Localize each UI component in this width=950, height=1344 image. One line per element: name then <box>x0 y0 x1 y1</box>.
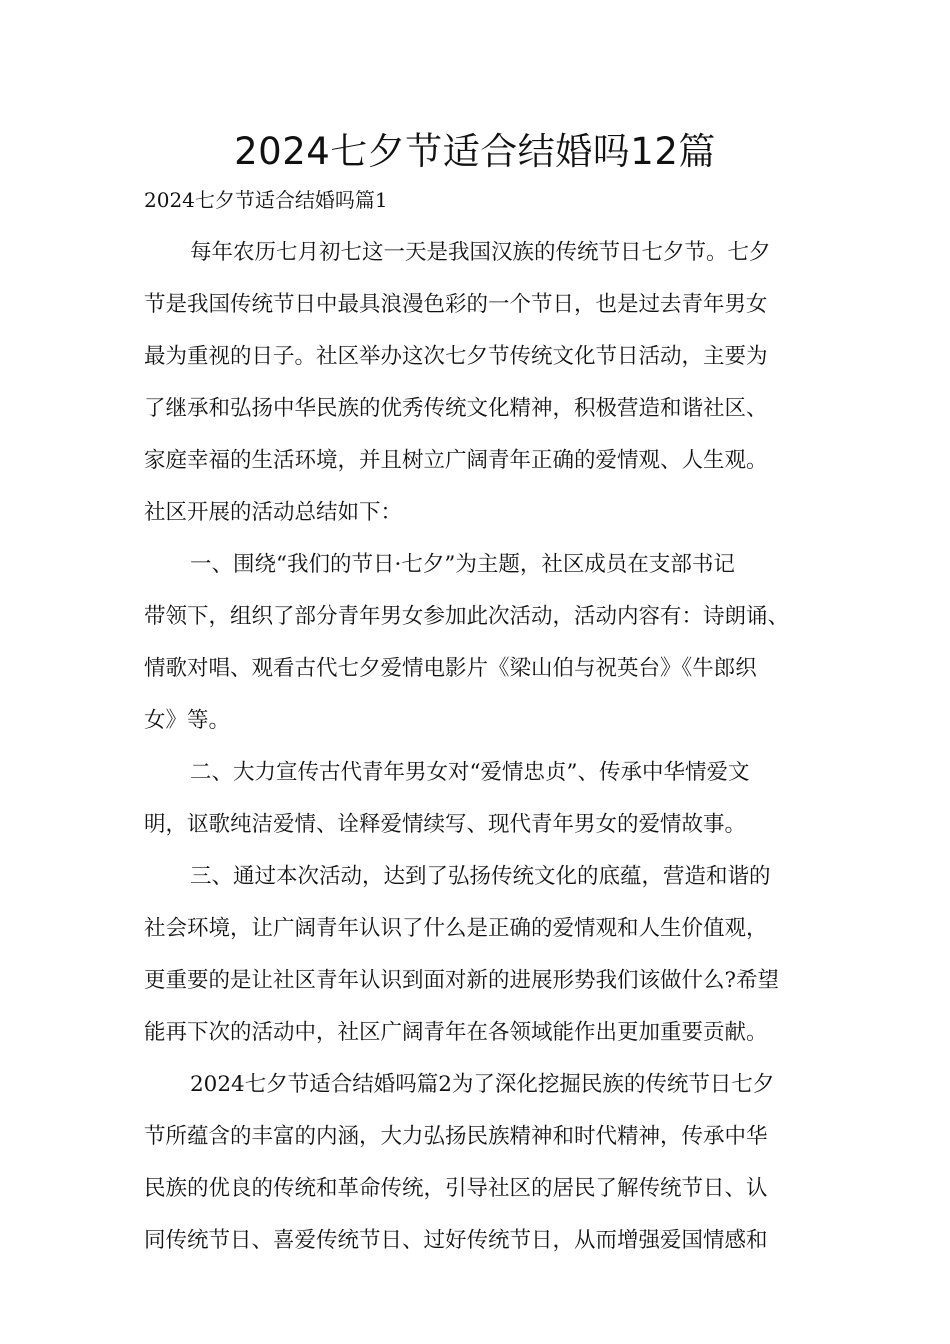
body-line: 民族的优良的传统和革命传统，引导社区的居民了解传统节日、认 <box>144 1176 768 1201</box>
body-line: 节是我国传统节日中最具浪漫色彩的一个节日，也是过去青年男女 <box>144 292 768 317</box>
body-line: 二、大力宣传古代青年男女对“爱情忠贞”、传承中华情爱文 <box>190 760 750 785</box>
document-body <box>144 227 834 1267</box>
body-line: 家庭幸福的生活环境，并且树立广阔青年正确的爱情观、人生观。 <box>144 448 768 473</box>
body-line: 每年农历七月初七这一天是我国汉族的传统节日七夕节。七夕 <box>190 240 771 265</box>
body-line: 了继承和弘扬中华民族的优秀传统文化精神，积极营造和谐社区、 <box>144 396 768 421</box>
body-line: 明，讴歌纯洁爱情、诠释爱情续写、现代青年男女的爱情故事。 <box>144 812 747 837</box>
body-line: 三、通过本次活动，达到了弘扬传统文化的底蕴，营造和谐的 <box>190 864 771 889</box>
body-line: 能再下次的活动中，社区广阔青年在各领域能作出更加重要贡献。 <box>144 1020 768 1045</box>
body-line: 同传统节日、喜爱传统节日、过好传统节日，从而增强爱国情感和 <box>144 1228 768 1253</box>
body-line: 社会环境，让广阔青年认识了什么是正确的爱情观和人生价值观， <box>144 916 768 941</box>
body-line: 情歌对唱、观看古代七夕爱情电影片《梁山伯与祝英台》《牛郎织 <box>144 656 757 681</box>
body-line: 社区开展的活动总结如下： <box>144 500 403 525</box>
body-line: 2024七夕节适合结婚吗篇2为了深化挖掘民族的传统节日七夕 <box>190 1072 775 1097</box>
body-line: 节所蕴含的丰富的内涵，大力弘扬民族精神和时代精神，传承中华 <box>144 1124 768 1149</box>
body-line: 女》等。 <box>144 708 231 733</box>
body-line: 最为重视的日子。社区举办这次七夕节传统文化节日活动，主要为 <box>144 344 768 369</box>
body-line: 更重要的是让社区青年认识到面对新的进展形势我们该做什么?希望 <box>144 968 780 993</box>
section-heading: 2024七夕节适合结婚吗篇1 <box>144 188 388 212</box>
body-line: 带领下，组织了部分青年男女参加此次活动，活动内容有：诗朗诵、 <box>144 604 790 629</box>
body-line: 一、围绕“我们的节日·七夕”为主题，社区成员在支部书记 <box>190 552 735 577</box>
document-title: 2024七夕节适合结婚吗12篇 <box>234 130 716 173</box>
